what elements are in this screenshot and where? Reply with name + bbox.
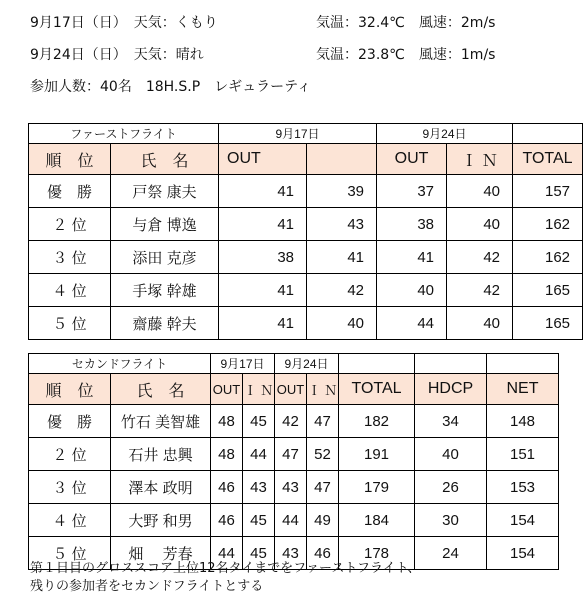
score-cell: 48	[211, 438, 243, 471]
hdcp-cell: 26	[415, 471, 487, 504]
score-cell: 38	[219, 241, 307, 274]
score-cell: 41	[377, 241, 447, 274]
score-cell: 42	[447, 274, 513, 307]
score-cell: 47	[275, 438, 307, 471]
score-cell: 42	[447, 241, 513, 274]
score-cell: 37	[377, 175, 447, 208]
score-cell: 41	[219, 175, 307, 208]
net-cell: 154	[487, 537, 559, 570]
first-flight-title: ファーストフライト	[29, 124, 219, 144]
col-out1: OUT	[211, 374, 243, 405]
score-cell: 44	[377, 307, 447, 340]
first-flight-date1: 9月17日	[219, 124, 377, 144]
second-flight-table	[28, 353, 559, 570]
name-cell: 澤本 政明	[111, 471, 211, 504]
score-cell: 45	[243, 405, 275, 438]
name-cell: 戸祭 康夫	[111, 175, 219, 208]
table-row	[29, 208, 583, 241]
net-cell: 148	[487, 405, 559, 438]
col-in1	[307, 144, 377, 175]
participants-info: 参加人数：40名 18H.S.P レギュラーティ	[30, 79, 312, 95]
total-cell: 162	[513, 241, 583, 274]
day2-weather: 気温：23.8℃ 風速：1m/s	[316, 47, 496, 63]
note-line-2: 残りの参加者をセカンドフライトとする	[30, 579, 264, 594]
total-cell: 179	[339, 471, 415, 504]
score-cell: 40	[447, 307, 513, 340]
score-cell: 39	[307, 175, 377, 208]
score-cell: 45	[243, 504, 275, 537]
table-row	[29, 274, 583, 307]
net-cell: 153	[487, 471, 559, 504]
score-cell: 41	[307, 241, 377, 274]
total-cell: 165	[513, 274, 583, 307]
score-cell: 42	[307, 274, 377, 307]
score-cell: 44	[275, 504, 307, 537]
col-total: TOTAL	[339, 374, 415, 405]
col-net: NET	[487, 374, 559, 405]
rank-cell: ４ 位	[29, 274, 111, 307]
score-cell: 46	[211, 471, 243, 504]
score-cell: 41	[219, 274, 307, 307]
rank-cell: ３ 位	[29, 241, 111, 274]
col-name: 氏 名	[111, 374, 211, 405]
total-cell: 178	[339, 537, 415, 570]
net-cell: 151	[487, 438, 559, 471]
note-line-1: 第１日目のグロススコア上位12名タイまでをファーストフライト、	[30, 561, 421, 576]
total-cell: 157	[513, 175, 583, 208]
rank-cell: ３ 位	[29, 471, 111, 504]
col-out2: OUT	[275, 374, 307, 405]
first-flight-title-row	[29, 124, 583, 144]
second-flight-header-row	[29, 374, 559, 405]
total-cell: 165	[513, 307, 583, 340]
name-cell: 手塚 幹雄	[111, 274, 219, 307]
col-out2: OUT	[377, 144, 447, 175]
name-cell: 畑 芳春	[111, 537, 211, 570]
table-row	[29, 241, 583, 274]
rank-cell: ２ 位	[29, 208, 111, 241]
total-cell: 184	[339, 504, 415, 537]
hdcp-cell: 34	[415, 405, 487, 438]
score-cell: 38	[377, 208, 447, 241]
rank-cell: ５ 位	[29, 307, 111, 340]
score-cell: 42	[275, 405, 307, 438]
score-cell: 43	[275, 537, 307, 570]
first-flight-table	[28, 123, 583, 340]
second-flight-date2: 9月24日	[275, 354, 339, 374]
second-flight-date1: 9月17日	[211, 354, 275, 374]
total-cell: 182	[339, 405, 415, 438]
table-row	[29, 438, 559, 471]
score-cell: 40	[447, 175, 513, 208]
col-out1: OUT	[219, 144, 307, 175]
rank-cell: 優 勝	[29, 175, 111, 208]
first-flight-title-blank	[513, 124, 583, 144]
day2-info: 9月24日（日） 天気：晴れ	[30, 47, 204, 63]
score-cell: 44	[243, 438, 275, 471]
second-flight-title-blank	[487, 354, 559, 374]
score-cell: 47	[307, 405, 339, 438]
net-cell: 154	[487, 504, 559, 537]
score-cell: 41	[219, 208, 307, 241]
total-cell: 162	[513, 208, 583, 241]
rank-cell: ４ 位	[29, 504, 111, 537]
second-flight-title-blank	[339, 354, 415, 374]
table-row	[29, 471, 559, 504]
score-cell: 41	[219, 307, 307, 340]
day1-weather: 気温：32.4℃ 風速：2m/s	[316, 15, 496, 31]
score-cell: 46	[211, 504, 243, 537]
col-hdcp: HDCP	[415, 374, 487, 405]
rank-cell: ２ 位	[29, 438, 111, 471]
col-total: TOTAL	[513, 144, 583, 175]
score-cell: 52	[307, 438, 339, 471]
col-name: 氏 名	[111, 144, 219, 175]
name-cell: 石井 忠興	[111, 438, 211, 471]
rank-cell: ５ 位	[29, 537, 111, 570]
second-flight-title-blank	[415, 354, 487, 374]
hdcp-cell: 24	[415, 537, 487, 570]
score-cell: 40	[447, 208, 513, 241]
name-cell: 竹石 美智雄	[111, 405, 211, 438]
score-cell: 48	[211, 405, 243, 438]
score-cell: 44	[211, 537, 243, 570]
day1-info: 9月17日（日） 天気：くもり	[30, 15, 218, 31]
score-cell: 45	[243, 537, 275, 570]
second-flight-title: セカンドフライト	[29, 354, 211, 374]
name-cell: 齋藤 幹夫	[111, 307, 219, 340]
score-cell: 43	[307, 208, 377, 241]
name-cell: 大野 和男	[111, 504, 211, 537]
score-cell: 40	[377, 274, 447, 307]
second-flight-title-row	[29, 354, 559, 374]
score-cell: 46	[307, 537, 339, 570]
col-rank: 順 位	[29, 144, 111, 175]
score-cell: 49	[307, 504, 339, 537]
name-cell: 与倉 博逸	[111, 208, 219, 241]
score-cell: 43	[243, 471, 275, 504]
score-cell: 43	[275, 471, 307, 504]
col-in2: Ｉ Ｎ	[447, 144, 513, 175]
total-cell: 191	[339, 438, 415, 471]
hdcp-cell: 30	[415, 504, 487, 537]
first-flight-date2: 9月24日	[377, 124, 513, 144]
name-cell: 添田 克彦	[111, 241, 219, 274]
score-cell: 47	[307, 471, 339, 504]
col-in1: Ｉ Ｎ	[243, 374, 275, 405]
flight-rule-note	[30, 560, 420, 596]
hdcp-cell: 40	[415, 438, 487, 471]
table-row	[29, 405, 559, 438]
col-rank: 順 位	[29, 374, 111, 405]
first-flight-header-row	[29, 144, 583, 175]
rank-cell: 優 勝	[29, 405, 111, 438]
col-in2: Ｉ Ｎ	[307, 374, 339, 405]
table-row	[29, 307, 583, 340]
table-row	[29, 175, 583, 208]
score-cell: 40	[307, 307, 377, 340]
table-row	[29, 504, 559, 537]
